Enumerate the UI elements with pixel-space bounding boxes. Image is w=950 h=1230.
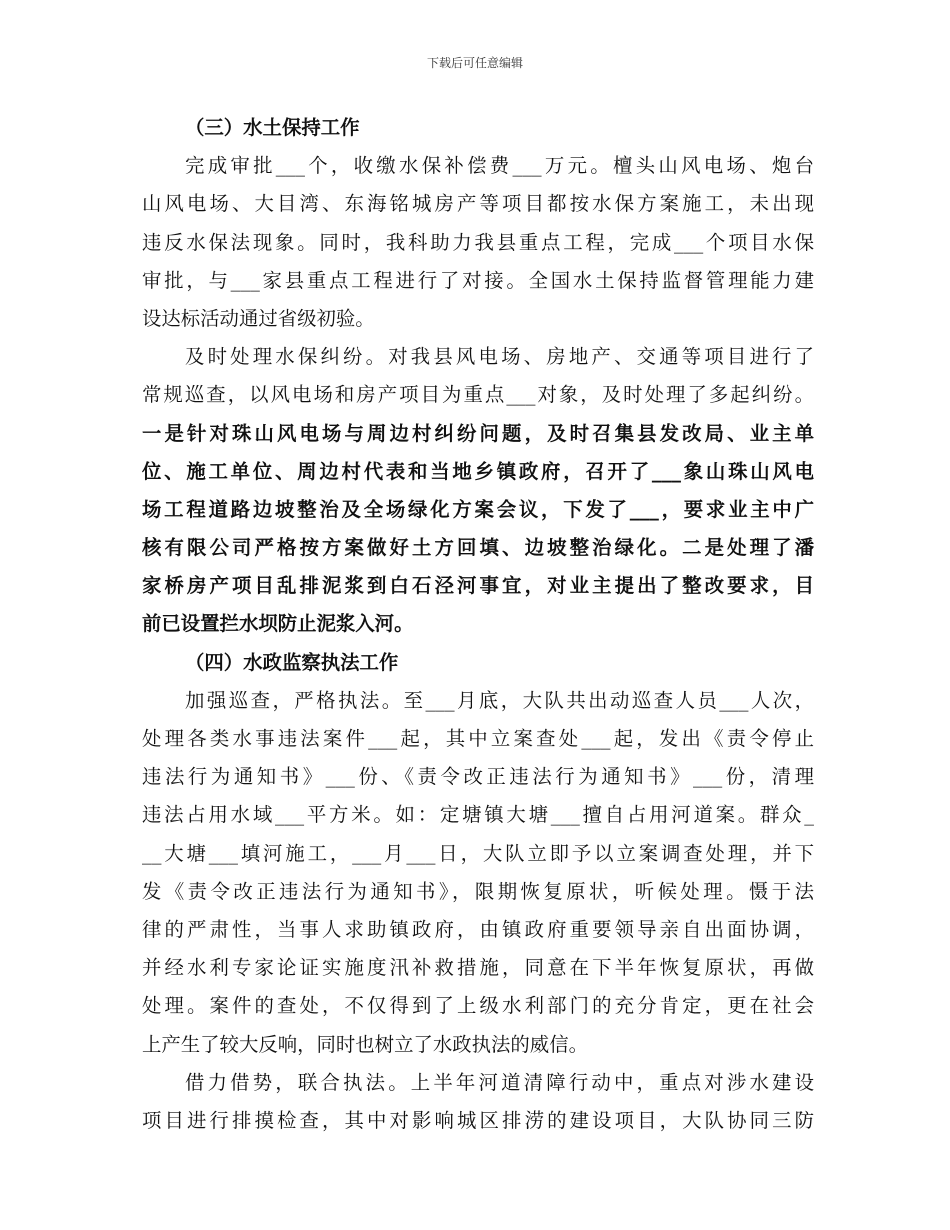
paragraph-line: 违法行为通知书》___份、《责令改正违法行为通知书》___份，清理 — [142, 765, 814, 789]
paragraph-line: 及时处理水保纠纷。对我县风电场、房地产、交通等项目进行了 — [185, 345, 814, 369]
bold-paragraph-line: 位、施工单位、周边村代表和当地乡镇政府，召开了___象山珠山风电 — [142, 459, 814, 483]
paragraph-line: 发《责令改正违法行为通知书》，限期恢复原状，听候处理。慑于法 — [142, 879, 814, 903]
paragraph-line: 处理。案件的查处，不仅得到了上级水利部门的充分肯定，更在社会 — [142, 994, 814, 1018]
bold-paragraph-line: 一是针对珠山风电场与周边村纠纷问题，及时召集县发改局、业主单 — [142, 421, 814, 445]
document-body — [142, 109, 814, 1140]
paragraph-line: 借力借势，联合执法。上半年河道清障行动中，重点对涉水建设 — [185, 1070, 814, 1094]
section-heading: （三）水土保持工作 — [185, 116, 360, 139]
paragraph-line: 山风电场、大目湾、东海铭城房产等项目都按水保方案施工，未出现 — [142, 192, 814, 216]
paragraph-line: 律的严肃性，当事人求助镇政府，由镇政府重要领导亲自出面协调， — [142, 917, 814, 941]
bold-paragraph-line: 家桥房产项目乱排泥浆到白石泾河事宜，对业主提出了整改要求，目 — [142, 574, 814, 598]
paragraph-line: 并经水利专家论证实施度汛补救措施，同意在下半年恢复原状，再做 — [142, 956, 814, 980]
bold-paragraph-line: 前已设置拦水坝防止泥浆入河。 — [142, 612, 414, 636]
paragraph-line: 完成审批___个，收缴水保补偿费___万元。檀头山风电场、炮台 — [185, 154, 814, 178]
section-heading: （四）水政监察执法工作 — [185, 650, 399, 674]
paragraph-line: 加强巡查，严格执法。至___月底，大队共出动巡查人员___人次， — [185, 688, 814, 712]
page-header: 下载后可任意编辑 — [426, 56, 523, 70]
paragraph-line: 审批，与___家县重点工程进行了对接。全国水土保持监督管理能力建 — [142, 268, 814, 292]
paragraph-line: 常规巡查，以风电场和房产项目为重点___对象，及时处理了多起纠纷。 — [142, 383, 814, 407]
bold-paragraph-line: 核有限公司严格按方案做好土方回填、边坡整治绿化。二是处理了潘 — [142, 536, 814, 560]
paragraph-line: 违反水保法现象。同时，我科助力我县重点工程，完成___个项目水保 — [142, 230, 814, 254]
paragraph-line: 上产生了较大反响，同时也树立了水政执法的威信。 — [142, 1032, 588, 1056]
paragraph-line: __大塘___填河施工，___月___日，大队立即予以立案调查处理，并下 — [142, 841, 814, 865]
paragraph-line: 设达标活动通过省级初验。 — [142, 306, 375, 330]
bold-paragraph-line: 场工程道路边坡整治及全场绿化方案会议，下发了___，要求业主中广 — [142, 497, 814, 521]
paragraph-line: 违法占用水域___平方米。如：定塘镇大塘___擅自占用河道案。群众_ — [142, 803, 814, 827]
paragraph-line: 项目进行排摸检查，其中对影响城区排涝的建设项目，大队协同三防 — [142, 1108, 814, 1132]
paragraph-line: 处理各类水事违法案件___起，其中立案查处___起，发出《责令停止 — [142, 727, 814, 750]
